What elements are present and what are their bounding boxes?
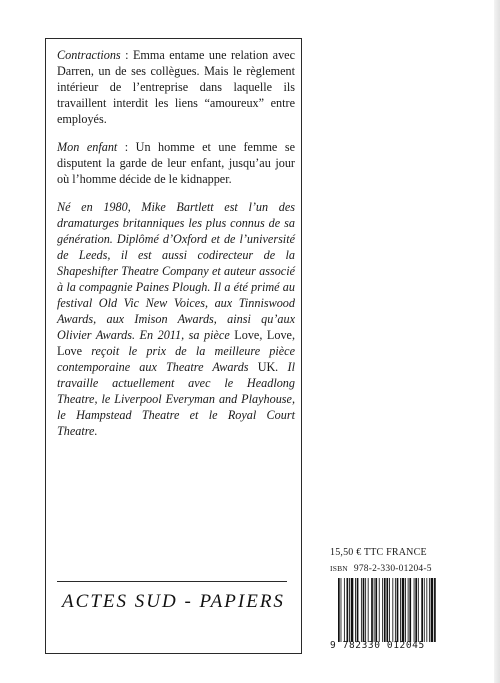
synopsis-title: Contractions: [57, 48, 121, 62]
synopsis-body: : Emma entame une relation avec Darren, un de ses collègues. Mais le règlement intérieur de l’entreprise dans laquelle ils travaillent interdit les liens “amoureux” entre employés.: [57, 48, 295, 126]
bio-text: . Il travaille actuellement avec le Headlong Theatre, le Liverpool Everyman and Playhouse, le Hampstead Theatre et le Royal Court Theatre.: [57, 360, 295, 438]
page-edge: [494, 0, 500, 683]
publisher-logo: ACTES SUD - PAPIERS: [62, 591, 285, 612]
synopsis-title: Mon enfant: [57, 140, 118, 154]
barcode-digits: 9 782330 012045: [330, 640, 425, 651]
bio-text: Né en 1980, Mike Bartlett est l’un des dramaturges britanniques les plus connus de sa génération. Diplômé d’Oxford et de l’université de Leeds, il est aussi codirecteur de la Shapeshifter Theatre Company et auteur associé à la compagnie Paines Plough. Il a été primé au festival Old Vic New Voices, aux Tinniswood Awards, aux Imison Awards, ainsi qu’aux Olivier Awards. En 2011, sa pièce: [57, 200, 295, 342]
price-block: [330, 547, 470, 575]
isbn: [330, 563, 470, 575]
isbn-number: 978-2-330-01204-5: [353, 564, 432, 574]
barcode-icon: [336, 578, 466, 642]
author-biography: [57, 199, 295, 439]
bio-uk: UK: [257, 360, 276, 374]
play-title: Love, Love, Love: [57, 328, 295, 358]
synopsis-contractions: [57, 47, 295, 127]
synopsis-body: : Un homme et une femme se disputent la garde de leur enfant, jusqu’au jour où l’homme décide de le kidnapper.: [57, 140, 295, 186]
synopsis-mon-enfant: [57, 139, 295, 187]
isbn-label: ISBN: [330, 564, 348, 573]
publisher-divider: [57, 581, 287, 582]
back-cover-text: [57, 47, 295, 451]
bio-text: reçoit le prix de la meilleure pièce contemporaine aux Theatre Awards: [57, 344, 295, 374]
price: 15,50 € TTC FRANCE: [330, 547, 427, 558]
